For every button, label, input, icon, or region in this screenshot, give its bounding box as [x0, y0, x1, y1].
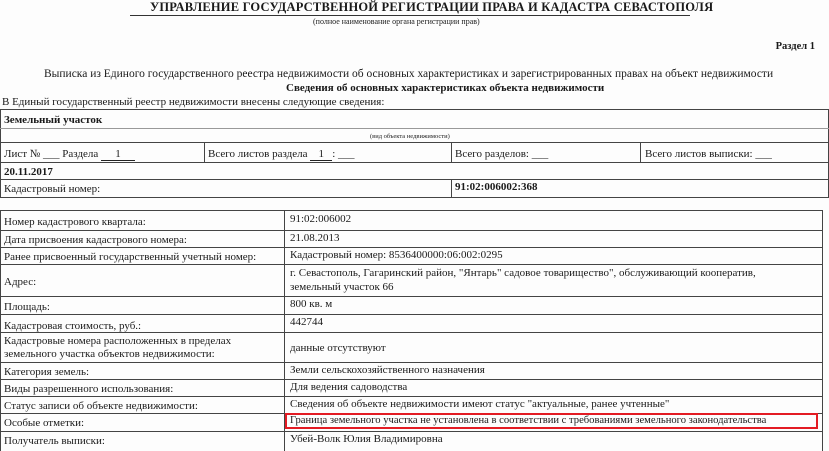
- row-divider: [0, 314, 823, 315]
- object-type-underline: [0, 128, 829, 129]
- row-label-line: Кадастровые номера расположенных в пределах: [4, 335, 232, 347]
- row-value: 442744: [290, 316, 323, 328]
- total-sections-value: ___: [531, 148, 549, 160]
- section-number-value: 1: [101, 148, 135, 161]
- row-label: Получатель выписки:: [4, 435, 105, 447]
- row-divider: [0, 296, 823, 297]
- row-value: Земли сельскохозяйственного назначения: [290, 364, 485, 376]
- agency-caption: (полное наименование органа регистрации прав): [313, 17, 480, 26]
- cadastral-number-label: Кадастровый номер:: [4, 183, 101, 195]
- row-value-line: г. Севастополь, Гагаринский район, "Янтарь" садовое товарищество", обслуживающий кооператив,: [290, 267, 756, 279]
- agency-underline: [130, 15, 690, 16]
- row-value: данные отсутствуют: [290, 342, 386, 354]
- row-label: Площадь:: [4, 301, 50, 313]
- row-value: Сведения об объекте недвижимости имеют статус "актуальные, ранее учтенные": [290, 398, 670, 410]
- row-label: Кадастровая стоимость, руб.:: [4, 320, 142, 332]
- row-value: 91:02:006002: [290, 213, 352, 225]
- row-label: Виды разрешенного использования:: [4, 383, 174, 395]
- row-divider: [0, 362, 823, 363]
- row-label: Категория земель:: [4, 366, 90, 378]
- row-label-line: земельного участка объектов недвижимости:: [4, 348, 215, 360]
- row-value: Убей-Волк Юлия Владимировна: [290, 433, 443, 445]
- col-divider: [640, 142, 641, 162]
- col-divider: [451, 142, 452, 162]
- table-border-left: [0, 109, 1, 197]
- row-label: Статус записи об объекте недвижимости:: [4, 400, 198, 412]
- table-border-top: [0, 109, 829, 110]
- document-title: Выписка из Единого государственного реестра недвижимости об основных характеристиках и зарегистрированных правах на объект недвижимости: [44, 68, 774, 80]
- total-section-sheets-value: 1: [310, 148, 332, 161]
- section-number-label: Раздела: [62, 148, 99, 160]
- row-divider: [0, 162, 829, 163]
- main-table-top: [0, 210, 823, 211]
- total-section-sheets-field: [208, 148, 355, 161]
- row-label: Адрес:: [4, 276, 37, 288]
- sheet-number-field: [4, 148, 135, 161]
- row-label: Номер кадастрового квартала:: [4, 216, 146, 228]
- special-notes-value: Граница земельного участка не установлена в соответствии с требованиями земельного законодательства: [290, 415, 767, 426]
- row-label: Особые отметки:: [4, 417, 85, 429]
- sheet-number-label: Лист №: [4, 148, 41, 160]
- row-value: Для ведения садоводства: [290, 381, 408, 393]
- highlight-frame: [285, 413, 818, 429]
- row-label: Ранее присвоенный государственный учетный номер:: [4, 251, 257, 263]
- row-divider: [0, 379, 823, 380]
- extract-date: 20.11.2017: [4, 166, 53, 178]
- total-extract-sheets-label: Всего листов выписки:: [645, 148, 753, 160]
- document-subtitle: Сведения об основных характеристиках объекта недвижимости: [286, 82, 605, 94]
- total-extract-sheets-field: [645, 148, 772, 160]
- row-divider: [0, 332, 823, 333]
- row-divider: [0, 431, 823, 432]
- table-border-bottom: [0, 197, 829, 198]
- agency-title: УПРАВЛЕНИЕ ГОСУДАРСТВЕННОЙ РЕГИСТРАЦИИ ПРАВА И КАДАСТРА СЕВАСТОПОЛЯ: [150, 0, 714, 14]
- object-type: Земельный участок: [4, 114, 103, 126]
- total-sections-field: [455, 148, 548, 160]
- row-divider: [0, 230, 823, 231]
- row-value-line: земельный участок 66: [290, 281, 394, 293]
- row-value: 21.08.2013: [290, 232, 340, 244]
- row-divider: [0, 142, 829, 143]
- total-section-sheets-label: Всего листов раздела: [208, 148, 308, 160]
- row-label: Дата присвоения кадастрового номера:: [4, 234, 187, 246]
- row-value: Кадастровый номер: 8536400000:06:002:0295: [290, 249, 503, 261]
- col-divider: [451, 179, 452, 197]
- row-divider: [0, 264, 823, 265]
- cadastral-number-value: 91:02:006002:368: [455, 181, 538, 193]
- intro-text: В Единый государственный реестр недвижимости внесены следующие сведения:: [2, 96, 385, 108]
- total-section-sheets-colon: :: [332, 148, 336, 160]
- object-type-caption: (вид объекта недвижимости): [370, 133, 450, 140]
- row-value: 800 кв. м: [290, 298, 333, 310]
- row-divider: [0, 179, 829, 180]
- sheet-number-value: ___: [43, 148, 60, 160]
- total-section-sheets-blank: ___: [338, 148, 355, 160]
- row-divider: [0, 247, 823, 248]
- col-divider: [204, 142, 205, 162]
- row-divider: [0, 396, 823, 397]
- total-sections-label: Всего разделов:: [455, 148, 529, 160]
- total-extract-sheets-value: ___: [755, 148, 772, 160]
- section-label: Раздел 1: [775, 41, 815, 52]
